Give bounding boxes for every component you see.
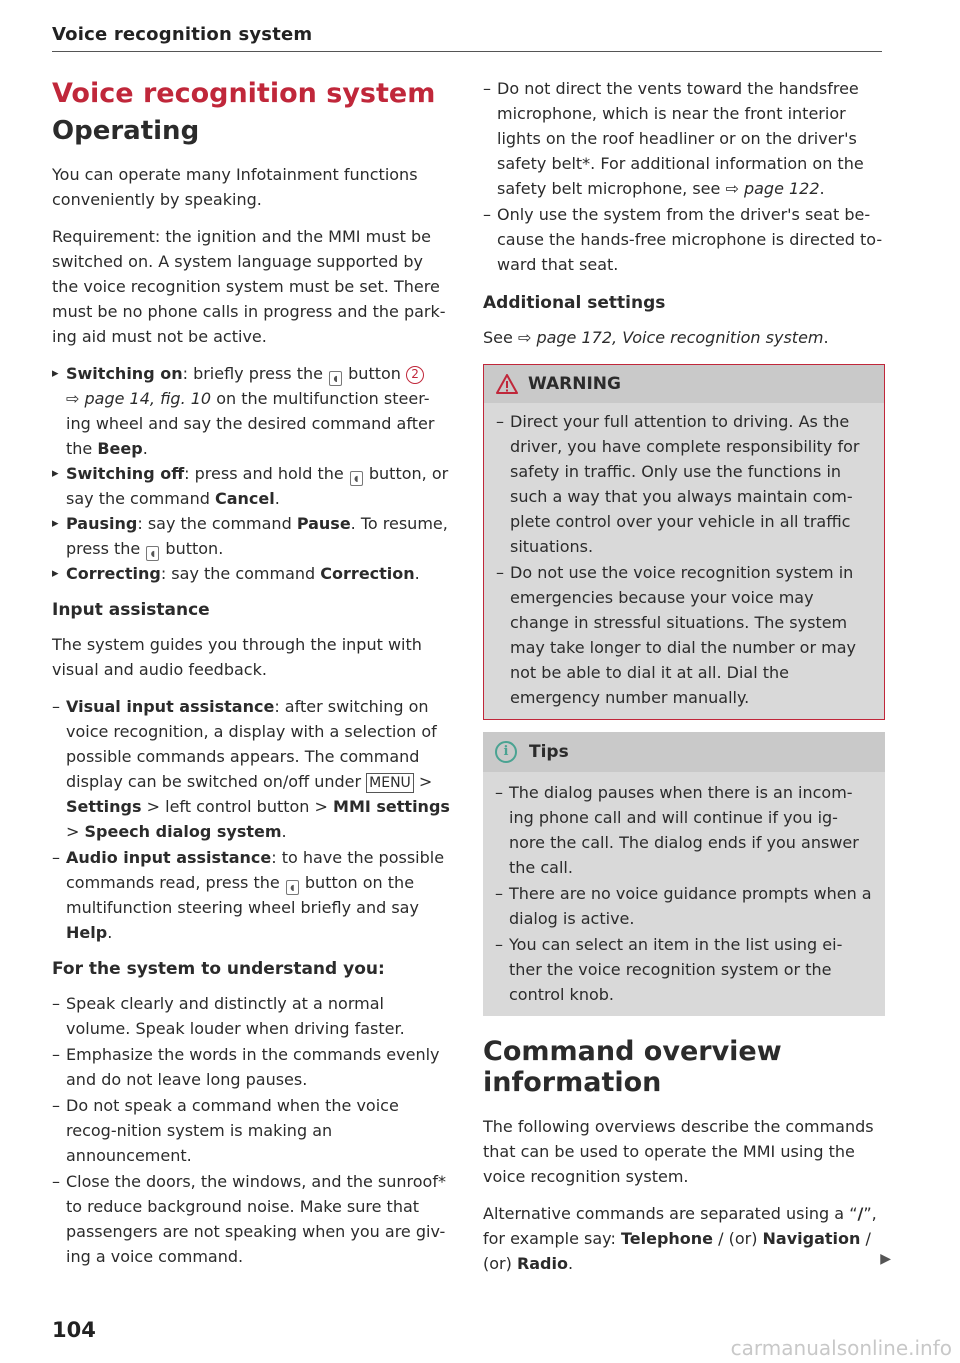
visual-input-item: – Visual input assistance: after switching on voice recognition, a display with a selection of possible commands appears. The command display can be switched on/off under MENU > Settings > left control button > MMI settings > Speech dialog system.	[52, 694, 452, 844]
step-pausing: ▸ Pausing: say the command Pause. To resume, press the ◖ button.	[52, 511, 452, 561]
understand-item: – Emphasize the words in the commands evenly and do not leave long pauses.	[52, 1042, 452, 1092]
subsection-title: Operating	[52, 116, 200, 146]
warning-header	[484, 365, 884, 403]
step-switching-on: ▸ Switching on: briefly press the ◖ button 2 ⇨ page 14, fig. 10 on the multifunction steer-ing wheel and say the desired command after the Beep.	[52, 361, 452, 461]
step-switching-off: ▸ Switching off: press and hold the ◖ button, or say the command Cancel.	[52, 461, 452, 511]
understand-item: – Close the doors, the windows, and the sunroof* to reduce background noise. Make sure that passengers are not speaking when you are giv-ing a voice command.	[52, 1169, 452, 1269]
page-header	[52, 24, 882, 52]
warning-body	[484, 403, 884, 719]
page-reference-link[interactable]: page 14, fig. 10	[84, 389, 212, 408]
understand-item: – Speak clearly and distinctly at a normal volume. Speak louder when driving faster.	[52, 991, 452, 1041]
header-title: Voice recognition system	[52, 24, 313, 45]
input-assistance-heading: Input assistance	[52, 600, 210, 620]
warning-item: – Do not use the voice recognition system in emergencies because your voice may change in stressful situations. The system may take longer to dial the number or may not be able to dial it at all. Dial the emergency number manually.	[496, 560, 872, 710]
arrow-reference-icon: ⇨	[66, 389, 80, 408]
tips-item: – You can select an item in the list using ei-ther the voice recognition system or the control knob.	[495, 932, 873, 1007]
intro-paragraph: You can operate many Infotainment functions conveniently by speaking.	[52, 165, 418, 209]
step-list	[52, 361, 452, 586]
page-reference-link[interactable]: page 122	[743, 179, 820, 198]
watermark: carmanualsonline.info	[730, 1336, 952, 1360]
additional-settings-paragraph: See ⇨ page 172, Voice recognition system.	[483, 328, 829, 347]
arrow-reference-icon: ⇨	[517, 328, 532, 347]
page-reference-link[interactable]: page 172, Voice recognition system	[536, 328, 824, 347]
warning-triangle-icon	[496, 374, 518, 394]
vents-item: – Do not direct the vents toward the handsfree microphone, which is near the front interior lights on the roof headliner or on the driver's safety belt*. For additional information on the safety belt microphone, see ⇨ page 122.	[483, 76, 885, 201]
command-intro-paragraph: The following overviews describe the commands that can be used to operate the MMI using the voice recognition system.	[483, 1117, 874, 1186]
voice-button-icon: ◖	[286, 880, 299, 895]
page-number: 104	[52, 1318, 96, 1342]
alternative-commands-paragraph: Alternative commands are separated using a “/”, for example say: Telephone / (or) Navigation / (or) Radio. ▶	[483, 1204, 891, 1273]
warning-box	[483, 364, 885, 720]
info-icon: i	[495, 741, 517, 763]
requirement-paragraph: Requirement: the ignition and the MMI must be switched on. A system language supported by the voice recognition system must be set. There must be no phone calls in progress and the park-ing aid must not be active.	[52, 227, 446, 346]
understand-item: – Do not speak a command when the voice recog-nition system is making an announcement.	[52, 1093, 452, 1168]
tips-item: – The dialog pauses when there is an incom-ing phone call and will continue if you ig-nore the call. The dialog ends if you answer the call.	[495, 780, 873, 880]
tips-header	[483, 732, 885, 772]
command-overview-title: Command overview information	[483, 1036, 782, 1098]
right-column	[483, 76, 891, 1288]
callout-number: 2	[406, 366, 424, 384]
step-correcting: ▸ Correcting: say the command Correction.	[52, 561, 452, 586]
tips-item: – There are no voice guidance prompts when a dialog is active.	[495, 881, 873, 931]
tips-box	[483, 732, 885, 1016]
understand-heading: For the system to understand you:	[52, 959, 385, 979]
left-column	[52, 70, 452, 1270]
continue-arrow-icon: ▶	[880, 1251, 891, 1267]
voice-button-icon: ◖	[146, 546, 159, 561]
voice-button-icon: ◖	[350, 471, 363, 486]
section-title: Voice recognition system	[52, 78, 436, 109]
tips-body	[483, 772, 885, 1016]
additional-settings-heading: Additional settings	[483, 293, 666, 313]
audio-input-item: – Audio input assistance: to have the possible commands read, press the ◖ button on the multifunction steering wheel briefly and say Help.	[52, 845, 452, 945]
input-assistance-intro: The system guides you through the input with visual and audio feedback.	[52, 635, 422, 679]
arrow-reference-icon: ⇨	[725, 179, 739, 198]
tips-title: Tips	[529, 741, 569, 762]
voice-button-icon: ◖	[329, 371, 342, 386]
menu-key: MENU	[366, 773, 414, 793]
warning-item: – Direct your full attention to driving. As the driver, you have complete responsibility for safety in traffic. Only use the functions in such a way that you always maintain com-plete control over your vehicle in all traffic situations.	[496, 409, 872, 559]
seat-item: – Only use the system from the driver's seat be-cause the hands-free microphone is directed to-ward that seat.	[483, 202, 885, 277]
warning-title: WARNING	[528, 373, 621, 394]
